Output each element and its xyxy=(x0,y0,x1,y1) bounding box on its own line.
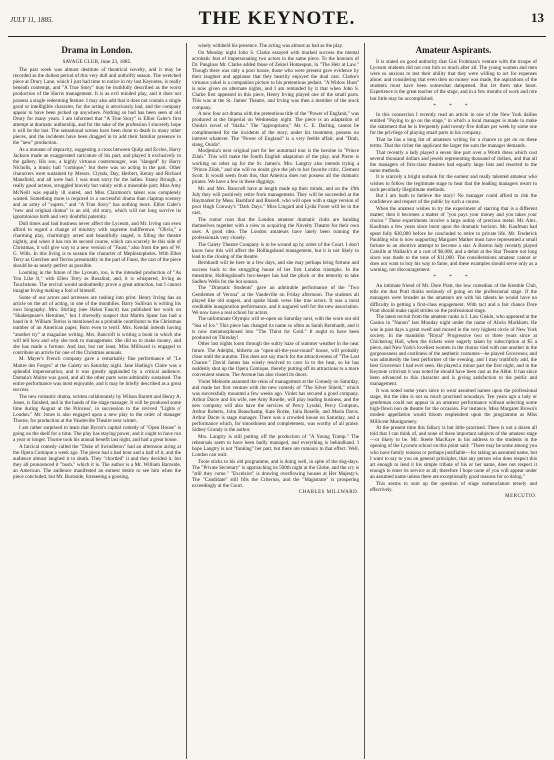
article-body-middle xyxy=(370,112,537,273)
paragraph: Dull times and bad business never affect the Lyceum, and Mr. Irving can even afford to regard a change of ministry with supreme indifference. "Olivia," a charming play, charmingly acted and beautifully staged, is filling the theatre nightly, and when it has run its second course, which can scarcely be this side of Christmas, it will give way to a new version of "Faust," also from the pen of W. G. Wills. In this living is to sustain the character of Mephistopheles. With Ellen Terry as Gretchen and Terriss presumably in the part of Faust, the cast of the piece should be as nearly perfect as possible. xyxy=(13,220,181,270)
paragraph: The latest recruit from the amateur ranks is I. Law Giskin, who appeared at the Casino in "Nanon" last Monday night under the name of Alwin Markham. He was in past days a great swell and moved in the very highest circle of New York society. In the mandolin "Royal" Progressive two or three years since at Chickering Hall, when the tickets were eagerly taken by subscription at $5 a piece, and New York's loveliest women in the chorus vied with one another in the gorgeousness and costliness of the aesthetic costumes—he played Grosvenor, and was admittedly the best performer of the evening, and I may truthfully add, the best Grosvenor I had ever seen. He played a minor part the first night, and in the Keynote criticism it was noted he should have been cast as the Abbé. It has since been advanced to this character and is giving satisfaction to the public and management. xyxy=(370,314,537,388)
article-heading-amateur-aspirants: Amateur Aspirants. xyxy=(415,45,492,55)
masthead xyxy=(8,6,546,37)
article-columns xyxy=(8,43,546,759)
paragraph: An intimate friend of Mr. Dore Pratt, the low comedian of the Kemble Club, tells me that Pratt thinks seriously of going on the professional stage. If the managers were broader as the amateurs are with his talents he would have no difficulty in getting a first-class engagement. With tact and a fair chance Dore Pratt should make rapid strides on the professional stage. xyxy=(370,283,537,314)
paragraph: That recently a lady played a seven line part over a Worth dress which cost several thousand dollars and jewels representing thousand of dollars, and that all the managers of first-class theatres had equally large lists and resorted to the same methods. xyxy=(370,149,537,174)
section-separator: * * * xyxy=(433,275,474,281)
paragraph: Toole sticks to his old programme, and is doing well, in spite of the dog-days. The "Private Secretary" is approaching its 500th night at the Globe, and the cry is "still they come." "Excelsior" is drawing overflowing houses at Her Majesty's. The "Candidate" still fills the Criterion, and the "Magistrate" is prospering exceedingly at the Court. xyxy=(192,459,359,490)
column-3 xyxy=(364,43,542,759)
paragraph: On Monday night John S. Clarke essayed with marked success the mental acrobatic feat of impersonating two actors in the same piece. To the honours of Dr. Pangloss Mr. Clarke added those of Zekiel Homespun, in "The Heir at Law." Though there was only a poor house, those who were present gave evidence by their laughter and applause that they heartily enjoyed the dual cast. Clarke's virtuous yokel is a companion picture to his pretentious pedant. "A Widow Hunt" is now given on alternate nights, and I am reminded by it that when John S. Clarke first appeared in this piece, Henry Irving played one of the small parts. This was at the St. James' Theatre, and Irving was then a member of the stock company. xyxy=(192,49,359,111)
paragraph: This seems to sum up the question of stage nomenclature tersely and effectively. xyxy=(370,480,537,493)
paragraph: A farcical comedy called the "Duke of Swindleton" had an afternoon airing at the Opera Comique a week ago. The piece had a bad hour and a half of it, and the audience almost laughed it to death. They "chortled" it and they decided it, but they all pronounced it "bosh," which it is. The author is a Mr. William Barnside, an American. The audience manifested an earnest desire to see him when the piece concluded, but Mr. Burnside, foreseeing a goosing, xyxy=(13,443,181,481)
paragraph: When the amateur wishes to try the experiment of starring that is a different matter; then it becomes a matter of "you pays your money and you takes your choice." These experiments involve a large outlay of precious metal. Mr. Alex. Kaufman a few years since burst upon the dramatic horizon. Mr. Kaufman had spent fully $30,000 before he concluded to retire to private life. Mr. Frederick Paulding who is now supporting Margaret Mather must have represented a small fortune to an abortive attempt to become a star. A Boston lady recently played Camille at Wallack's at a cost of $6,000, and a debut at the Star Theatre not long since was made to the tune of $11,000. The considerations amateur cannot or does not want to buy his way to fame, and these examples should serve only as a warning, not discouragement. xyxy=(370,206,537,274)
newspaper-title: THE KEYNOTE. xyxy=(198,8,356,29)
paragraph: M. Mayer's French company gave a remarkably fine performance of "Le Maitre des Forges" at the Gaiety on Saturday night. Jane Hading's Claire was a splendid impersonation, and it was greatly applauded by a critical audience. Damala's Maitre was good, and all the other parts were admirably sustained. The entire performance was most enjoyable, and it may be briefly described as a great success. xyxy=(13,356,181,393)
page-number: 13 xyxy=(531,10,544,25)
article-body xyxy=(13,67,181,480)
column-2 xyxy=(186,43,364,759)
paragraph: The past week was almost destitute of theatrical novelty, and it may be recorded as the dullest period of this very dull and unthrifty season. The wretched piece at Drury Lane, which I just had time to notice in my last Keynotes, is really beneath contempt, and "A True Story" may be truthfully described as the worst production of the Harris management. It is as evil minded play, and it does not possess a single redeeming feature. I may also add that it does not contain a single good or intelligible character, for the acting is atrociously bad, and the company appear to have been picked up anywhere. Nothing so bad has been seen at old Drury for many years. I am informed that "A True Story" is Elliot Galer's first attempt at dramatic authorship, and for the sake of the profession I sincerely hope it will be the last. The sensational scenes have been done to death in many other pieces, and the incidents have been dragged in to add their familiar presence to the "new" production. xyxy=(13,67,181,147)
paragraph: As a monster of depravity, suggesting a cross between Quilp and Eccles, Harry Jackson made an exaggerated caricature of his part, and played it exclusively to the gallery. His son, a highly virtuous costermonger, was "slanged" by Harry Nicholls, a music hall "comique," but there was no acting in the part. Other characters were sustained by Messrs. Clynds, Day, Herbert, Kenny and Richard Mansfield, and all were bad. I was most sorry for the ladies. Fanny Brough, a really good actress, struggled bravely but vainly with a miserable part; Miss Amy McNeill was equally ill suited, and Miss Clairmont's talent was completely wasted. Something more is required in a successful drama than claptrap scenery and an army of "supers," and "A True Story" has nothing more. Elliot Galer's "new and original drama" is an old, old story, which will not long survive its ignominious birth and very doubtful paternity. xyxy=(13,146,181,220)
paragraph: Mr. and Mrs. Bancroft have at length made up their minds, and on the 19th July they will positively retire from management. They will be succeeded at the Haymarket by Mess. Bashford and Russell, who will open with a stage version of poor Hugh Conway's "Dark Days." Miss Lingard and Lydia Foote will be in the cast. xyxy=(192,185,359,216)
article-body-end xyxy=(370,283,537,493)
paragraph: Modjeska's next original part for her autumnal tour is the heroine in "Prince Zilah." This will make the fourth English adaptation of the play, and Pierre is working on other up for the St. James's. Mrs. Langtry also intends trying a "Prince Zilah," and she will no doubt give the job to her favorite critic, Clement Scott. It would seem from this, that America does not possess all the dramatic pirates. We have a few in these diggings. xyxy=(192,148,359,185)
paragraph: At the present time this fallacy is but little practised. There is not a dozen all told that I can think of, and none of these important subjects of the amateur stage—or likely to be. Mr. Steele MacKaye in his address to the students in the opening of the Lyceum school on this point said: "There may be some among you who have family reasons or perhaps justifiable—for taking an assumed name, but I want to say to you on general principles, that any person who does respect this art enough to lend it his simple tribute of his or her name, does not respect it enough to enter its service at all; therefore I hope none of you will appear under an assumed name unless there are exceptionally good reasons for so doing." xyxy=(370,425,537,480)
paragraph: I am rather surprised to learn that Byron's capital comedy of "Open House" is going on the shelf for a time. The play has staying power, and it ought to have run a year or longer. Thorne took his annual benefit last night, and had a great house. xyxy=(13,424,181,443)
paragraph: The Gaiety Theatre Company is to be wound up by order of the Court. I don't know how this will affect the Hollingshead management, but it is not likely to lead to the closing of the theatre. xyxy=(192,241,359,260)
article-heading-drama-in-london: Drama in London. xyxy=(61,45,133,55)
paragraph: It was noted some years since to wear assumed names upon the professional stage, but the idea is not so much practised nowadays. Ten years ago a lady or gentleman could not appear in an amateur performance without selecting some high-flown non de theatre for the occasion. For instance, Miss Margaret Brown's modest appellation would bloom resplendent upon the programme as Miss Millicent Montgomery. xyxy=(370,388,537,425)
paragraph: The rumor runs that the London amateur dramatic clubs are banding themselves together with a view to acquiring the Novelty Theatre for their own uses. A good idea. The London amateurs have lately been running the professionals very closely. xyxy=(192,216,359,241)
article-dateline: SAVAGE CLUB, June 23, 1885. xyxy=(62,59,132,65)
paragraph: The unfortunate Olympic will re-open on Saturday next, with the worn out old "Sea of Ice." This piece has changed its name so often as Sarah Bernhardt, and it is now metamorphosed into "The Thirst for Gold." It ought to have been produced on Thirsday! xyxy=(192,316,359,341)
paragraph: Some of our actors and actresses are rushing into print. Henry Irving has an article on the art of acting, in one of the monthlies. Barry Sullivan is writing his own biography. Mrs. Stirling (nee Helen Faucit) has published her work on "Shakespeare's Heroines," but I shrewdly suspect that Martin Spear has had a hand in it. William Terriss is mentioned as a probable contributor to the Christmas number of an American paper, Born even to terrif. Mrs. Kendal intends having "another try" at magazine writing. Mrs. Bancroft is writing a book in which she will tell how and why she took to management. She did so to make money, and she has made a fortune. And last, but not least, Miss Millward is engaged to contribute an article for one of the Christmas annuals. xyxy=(13,294,181,356)
author-signature: CHARLES MILLWARD. xyxy=(298,490,359,496)
section-separator: * * * xyxy=(433,103,474,109)
paragraph: Other last nights loom through the sultry haze of summer weather in the near future. The Adelphi, hitherto an "open-all-the-year-round" house, will probably close until the autumn. This does not say much for the attractiveness of "The Last Chance." David James has wisely resolved to cave in to the heat, so he has suddenly shut up the Opera Comique, thereby putting off its attractions to a more convenient season. The Avenue has also closed its doors. xyxy=(192,341,359,378)
paragraph: wisely withheld his presence. The acting was almost as bad as the play. xyxy=(198,43,343,49)
paragraph: Violet Melnotte assumed the reins of management at the Comedy on Saturday, and made her first venture with the new comedy of "The Silver Shield," which was successfully mounted a few weeks ago. Violet has secured a good company. Arthur Dacre and his wife, nee Amy Roselle, will play leading business, and the new company will also have the services of Percy Lyndal, Percy Compton, Arthur Roberts, John Beauchamp, Kate Rorke, Julia Roselle, and Maria Davis. Arthur Dacre is stage manager. There was a crowded house on Saturday, and a performance which, for smoothness and completeness, was worthy of all praise. Sidney Grundy is the author. xyxy=(192,378,359,434)
paragraph: A new four act drama with the pretentious title of the "Power of England," was produced at the Imperial on Wednesday night. The piece is an adaptation of Ouida's novel of "Idalia." The "appropriator," Mr. C. E. Darling, cannot be complimented for the incidents of the story, under his treatment, possess no interest whatever. The "Power of England" is a very feeble affair, and "Drab, slang, Ouida". xyxy=(192,111,359,148)
paragraph: Looming in the future of the Lyceum, too, is the intended production of "As You Like It," with Ellen Terry as Rosalind, and, it is whispered, Irving as Touchstone. The revival would undoubtedly prove a great attraction, but I cannot imagine Irving making a fool of himself. xyxy=(13,269,181,295)
paragraph: In this connection I recently read an article in one of the New York dailies entitled "Paying to go on the stage," in which a local manager is made to make the statement that he is frequently paid twenty five dollars per week by some one for the privilege of playing small parts in his company. xyxy=(370,111,537,137)
paragraph: It is stated on good authority that Gus Frohman's venture with the troupe of Lyceum students did not cost him so much after all. The young women and men were so anxious to test their ability that they were willing to act for expenses alone; and considering that even then no money was made, the aspirations of the students must have been somewhat dampened. But let them take heart. Experience is the great teacher of the stage, and in a few months of work and rote but little may be accomplished. xyxy=(370,59,537,102)
column-1 xyxy=(8,43,186,759)
paragraph: Bernhardt will be here in a few days, and she may perhaps bring fortune and success back to the struggling house of her first London triumphs. In the meantime, Hollingshead's box-keeper has had the pluck or the temerity to take Sadlers Wells for the hot season. xyxy=(192,260,359,285)
paragraph: That he has a long list of amateurs writing for a chance to get on on these terms. That the richer the applicant the larger the sum the manager demands. xyxy=(370,136,537,149)
paragraph: But I am loath to believe the story! No manager could afford to risk the confidence and respect of the public by such a course. xyxy=(370,193,537,206)
paragraph: The new romantic drama, written collaborately by Wilson Barrett and Henry A. Jones, is finished, and in the hands of the stage manager. It will be produced some time during August at the Princess', in succession to the revived "Lights o' London." Mr. Jones is also engaged upon a new play to the order of manager Thorne, for production at the Vaudeville Theatre next winter. xyxy=(13,393,181,424)
paragraph: It is scarcely a bright outlook for the earnest and really talented amateur who wishes to follow the legitimate stage to hear that the leading managers resort to such peculiarly illegitimate methods. xyxy=(370,174,537,193)
paragraph: The "Dramatic Students" gave an admirable performance of the "Two Gentlemen of Verona" at the Vaudeville on Friday afternoon. The students all played like old stagers, and spoke blank verse like true actors. It was a most creditable inauguration performance, and it augured well for the new association. We now have a real school for actors. xyxy=(192,285,359,316)
issue-date: JULY 11, 1885. xyxy=(10,16,54,24)
article-body-continued xyxy=(192,43,359,489)
author-signature: MERCUTIO. xyxy=(505,493,537,499)
article-body-intro xyxy=(370,59,537,102)
paragraph: Mrs. Langtry is still putting off the production of "A Young Tramp." The rehearsals seem to have been badly managed, and everything is behindhand. I hope Langtry is not "funking" her part, but there are rumours to that effect. Well, London can wait. xyxy=(192,434,359,459)
